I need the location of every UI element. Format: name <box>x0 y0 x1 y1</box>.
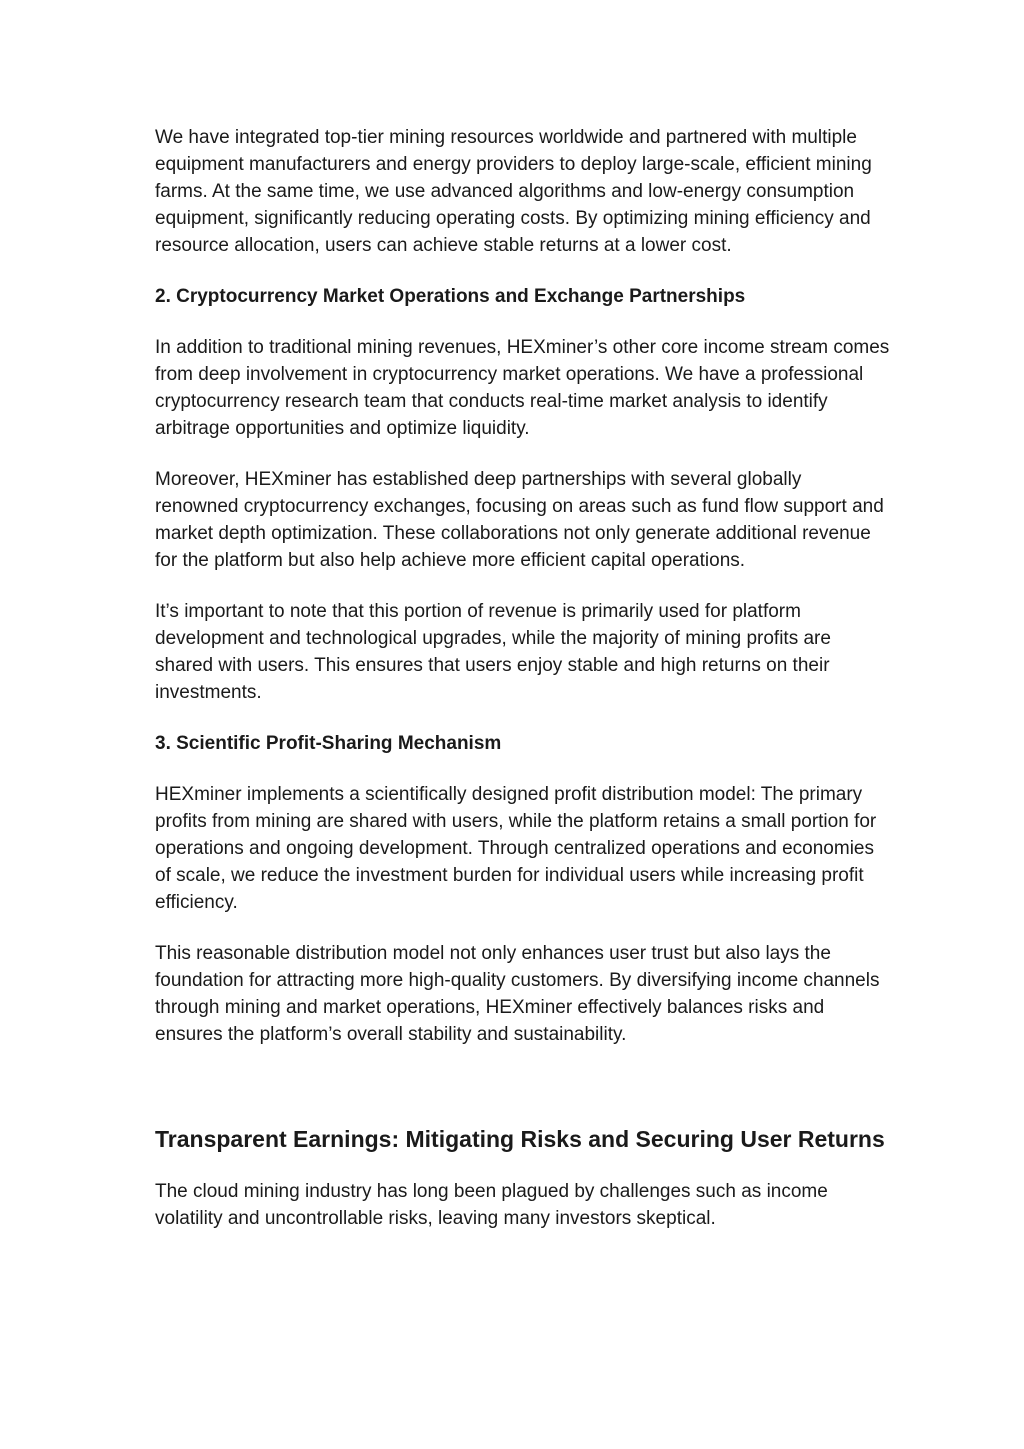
paragraph-distribution-model: HEXminer implements a scientifically designed profit distribution model: The primary profits from mining are shared with users, while the platform retains a small portion for operations and ongoing development. Through centralized operations and economies of scale, we reduce the investment burden for individual users while increasing profit efficiency. <box>155 784 877 913</box>
paragraph-exchange-partnerships: Moreover, HEXminer has established deep partnerships with several globally renowned cryptocurrency exchanges, focusing on areas such as fund flow support and market depth optimization. These collaborations not only generate additional revenue for the platform but also help achieve more efficient capital operations. <box>155 469 884 571</box>
subheading-market-operations: 2. Cryptocurrency Market Operations and Exchange Partnerships <box>155 286 746 307</box>
paragraph-industry-challenges: The cloud mining industry has long been plagued by challenges such as income volatility and uncontrollable risks, leaving many investors skeptical. <box>155 1181 828 1229</box>
document-page <box>155 124 890 1256</box>
paragraph-user-trust: This reasonable distribution model not only enhances user trust but also lays the foundation for attracting more high-quality customers. By diversifying income channels through mining and market operations, HEXminer effectively balances risks and ensures the platform’s overall stability and sustainability. <box>155 943 880 1045</box>
subheading-profit-sharing: 3. Scientific Profit-Sharing Mechanism <box>155 733 502 754</box>
paragraph-integrated-resources: We have integrated top-tier mining resources worldwide and partnered with multiple equipment manufacturers and energy providers to deploy large-scale, efficient mining farms. At the same time, we use advanced algorithms and low-energy consumption equipment, significantly reducing operating costs. By optimizing mining efficiency and resource allocation, users can achieve stable returns at a lower cost. <box>155 127 872 256</box>
section-heading-transparent-earnings: Transparent Earnings: Mitigating Risks and Securing User Returns <box>155 1126 885 1152</box>
paragraph-income-stream: In addition to traditional mining revenues, HEXminer’s other core income stream comes from deep involvement in cryptocurrency market operations. We have a professional cryptocurrency research team that conducts real-time market analysis to identify arbitrage opportunities and optimize liquidity. <box>155 337 890 439</box>
paragraph-revenue-note: It’s important to note that this portion of revenue is primarily used for platform development and technological upgrades, while the majority of mining profits are shared with users. This ensures that users enjoy stable and high returns on their investments. <box>155 601 831 703</box>
